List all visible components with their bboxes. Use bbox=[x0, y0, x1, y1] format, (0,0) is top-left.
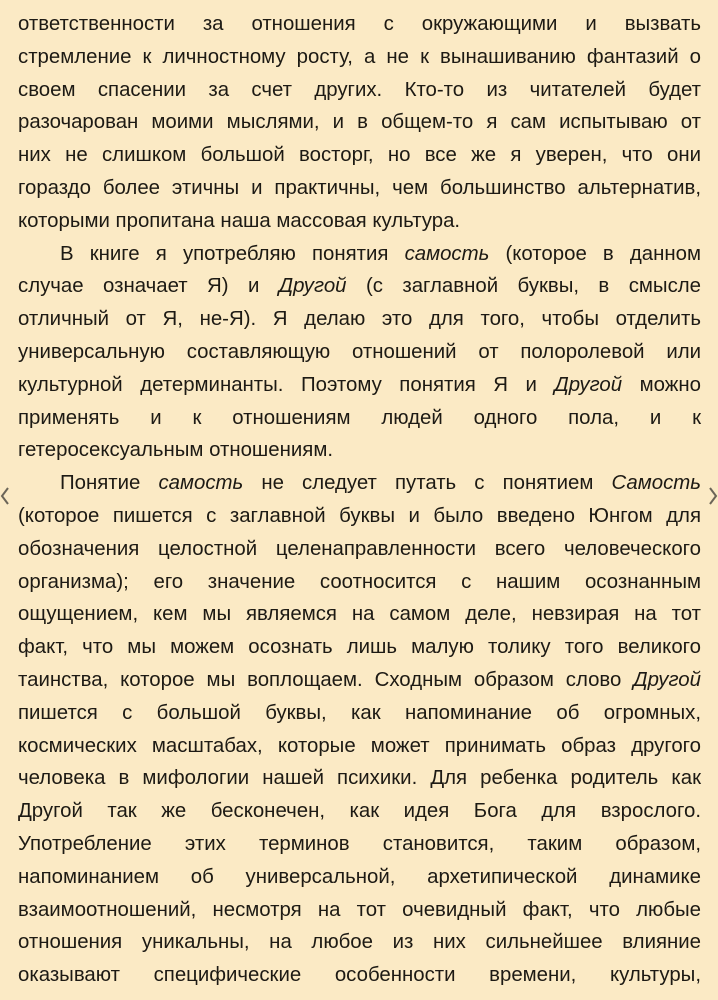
text-line bbox=[18, 598, 701, 631]
text-segment: пишется с большой буквы, как напоминание об огромных, bbox=[18, 701, 701, 724]
text-segment: отношения уникальны, на любое из них сильнейшее влияние bbox=[18, 931, 701, 954]
text-line bbox=[18, 336, 701, 369]
text-segment: ответственности за отношения с окружающими и вызвать bbox=[18, 13, 701, 35]
text-segment: них не слишком большой восторг, но все же я уверен, что они bbox=[18, 144, 701, 167]
text-segment: гораздо более этичны и практичны, чем большинство альтернатив, bbox=[18, 176, 701, 199]
text-segment: (которое в данном bbox=[489, 242, 701, 265]
text-line bbox=[18, 270, 701, 303]
text-segment: гетеросексуальным отношениям. bbox=[18, 439, 333, 462]
text-line bbox=[18, 369, 701, 402]
paragraph-first-line bbox=[18, 467, 701, 500]
text-segment: Другой так же бесконечен, как идея Бога для взрослого. bbox=[18, 800, 701, 823]
text-line bbox=[18, 730, 701, 763]
text-line bbox=[18, 402, 701, 435]
text-line bbox=[18, 795, 701, 828]
text-segment: можно bbox=[622, 373, 701, 396]
text-segment: человека в мифологии нашей психики. Для ребенка родитель как bbox=[18, 767, 701, 790]
text-segment: которыми пропитана наша массовая культура. bbox=[18, 209, 461, 232]
italic-term: самость bbox=[158, 472, 244, 495]
text-line bbox=[18, 861, 701, 894]
text-line bbox=[18, 106, 701, 139]
text-line bbox=[18, 664, 701, 697]
italic-term: Другой bbox=[633, 668, 701, 691]
text-line bbox=[18, 41, 701, 74]
text-line bbox=[18, 959, 701, 992]
text-segment: таинства, которое мы воплощаем. Сходным образом слово bbox=[18, 668, 634, 691]
next-page-button[interactable] bbox=[708, 484, 718, 508]
text-segment: Понятие bbox=[60, 472, 159, 495]
italic-term: Другой bbox=[554, 373, 623, 396]
text-line bbox=[18, 631, 701, 664]
italic-term: Самость bbox=[611, 472, 701, 495]
previous-page-button[interactable] bbox=[0, 484, 10, 508]
text-line bbox=[18, 828, 701, 861]
text-segment: оказывают специфические особенности времени, культуры, bbox=[18, 964, 701, 987]
text-segment: взаимоотношений, несмотря на тот очевидный факт, что любые bbox=[18, 898, 701, 921]
text-line bbox=[18, 205, 701, 238]
text-line bbox=[18, 434, 701, 467]
text-line bbox=[18, 8, 701, 41]
text-line bbox=[18, 533, 701, 566]
text-segment: факт, что мы можем осознать лишь малую толику того великого bbox=[18, 636, 701, 659]
text-segment: напоминанием об универсальной, архетипической динамике bbox=[18, 865, 701, 888]
text-line bbox=[18, 697, 701, 730]
text-line bbox=[18, 566, 701, 599]
text-line bbox=[18, 894, 701, 927]
paragraph-first-line bbox=[18, 238, 701, 271]
text-segment: применять и к отношениям людей одного пола, и к bbox=[18, 406, 701, 429]
text-segment: В книге я употребляю понятия bbox=[60, 242, 405, 265]
chevron-left-icon bbox=[0, 484, 10, 508]
italic-term: Другой bbox=[278, 275, 347, 298]
text-line bbox=[18, 926, 701, 959]
text-segment: ощущением, кем мы являемся на самом деле, невзирая на тот bbox=[18, 603, 701, 626]
text-segment: космических масштабах, которые может принимать образ другого bbox=[18, 734, 701, 757]
text-segment: своем спасении за счет других. Кто-то из читателей будет bbox=[18, 78, 701, 101]
text-segment: не следует путать с понятием bbox=[243, 472, 612, 495]
text-line bbox=[18, 762, 701, 795]
text-segment: разочарован моими мыслями, и в общем-то я сам испытываю от bbox=[18, 111, 701, 134]
text-line bbox=[18, 172, 701, 205]
text-segment: стремление к личностному росту, а не к вынашиванию фантазий о bbox=[18, 45, 701, 68]
chevron-right-icon bbox=[708, 484, 718, 508]
text-line bbox=[18, 303, 701, 336]
text-segment: универсальную составляющую отношений от полоролевой или bbox=[18, 340, 701, 363]
text-segment: культурной детерминанты. Поэтому понятия Я и bbox=[18, 373, 555, 396]
text-segment: (которое пишется с заглавной буквы и было введено Юнгом для bbox=[18, 504, 701, 527]
text-line bbox=[18, 139, 701, 172]
text-line bbox=[18, 500, 701, 533]
text-segment: Употребление этих терминов становится, таким образом, bbox=[18, 832, 701, 855]
text-segment: организма); его значение соотносится с нашим осознанным bbox=[18, 570, 701, 593]
italic-term: самость bbox=[404, 242, 490, 265]
text-segment: (с заглавной буквы, в смысле bbox=[346, 275, 701, 298]
text-line bbox=[18, 74, 701, 107]
text-segment: отличный от Я, не-Я). Я делаю это для того, чтобы отделить bbox=[18, 308, 701, 331]
text-segment: случае означает Я) и bbox=[18, 275, 279, 298]
book-text bbox=[18, 8, 701, 992]
text-segment: обозначения целостной целенаправленности всего человеческого bbox=[18, 537, 701, 560]
